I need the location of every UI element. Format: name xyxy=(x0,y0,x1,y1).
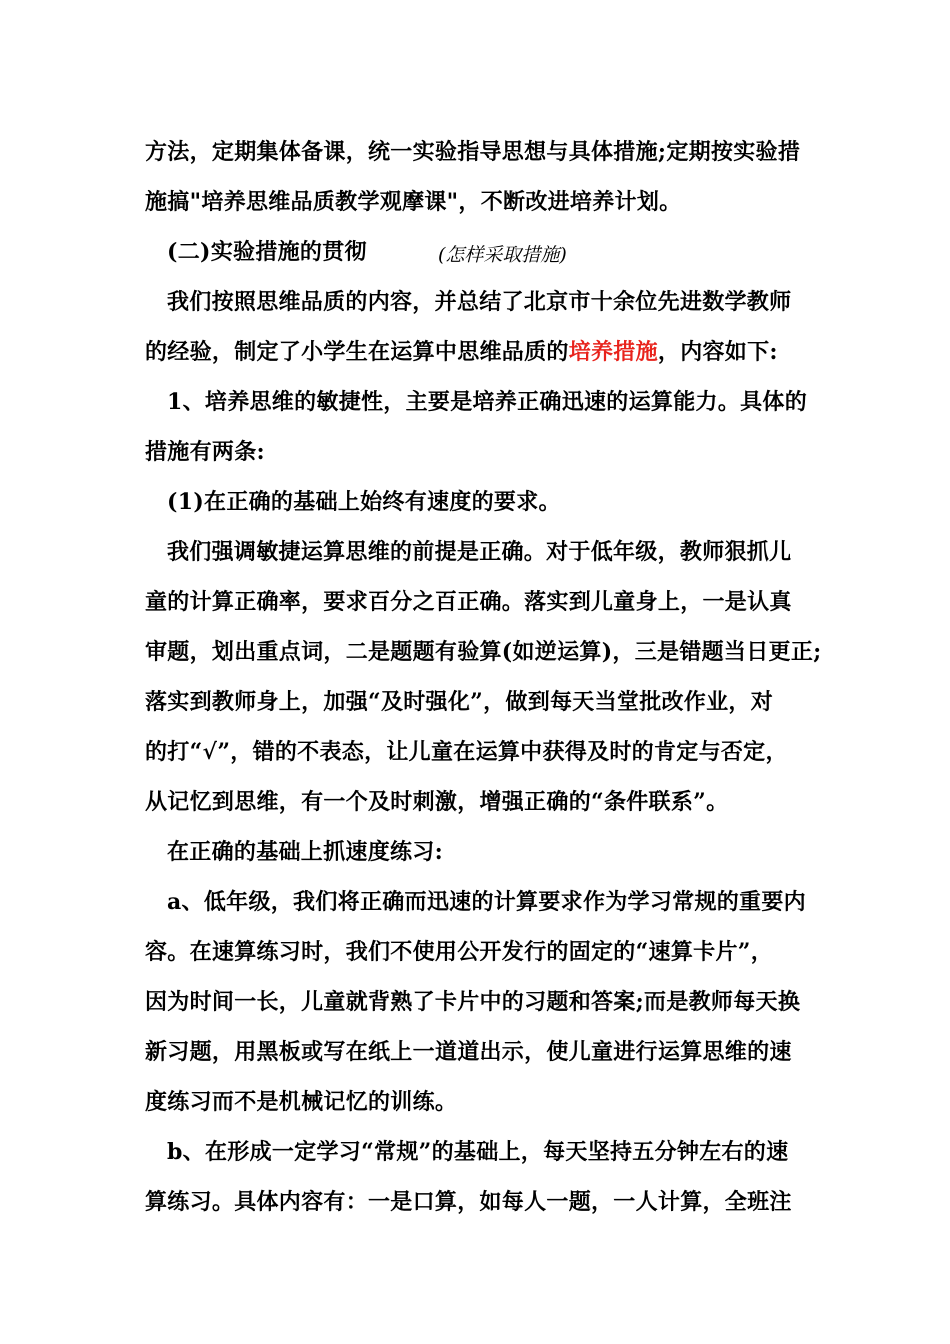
text-segment: ，内容如下: xyxy=(657,339,778,365)
paragraph-line: a、低年级，我们将正确而迅速的计算要求作为学习常规的重要内 xyxy=(167,889,806,915)
section-heading: (二)实验措施的贯彻 xyxy=(167,239,367,265)
subheading-line: (1)在正确的基础上始终有速度的要求。 xyxy=(167,489,561,515)
paragraph-line: 从记忆到思维，有一个及时刺激，增强正确的“条件联系”。 xyxy=(145,789,729,815)
paragraph-line: 措施有两条: xyxy=(145,439,265,465)
paragraph-line: 1、培养思维的敏捷性，主要是培养正确迅速的运算能力。具体的 xyxy=(167,389,808,415)
paragraph-line: 我们强调敏捷运算思维的前提是正确。对于低年级，教师狠抓儿 xyxy=(167,539,792,565)
paragraph-line: 在正确的基础上抓速度练习: xyxy=(167,839,444,865)
paragraph-line: 的打“√”，错的不表态，让儿童在运算中获得及时的肯定与否定， xyxy=(145,739,788,765)
paragraph-line: 审题，划出重点词，二是题题有验算(如逆运算)，三是错题当日更正; xyxy=(145,639,822,665)
section-heading-note: (怎样采取措施) xyxy=(438,244,567,266)
paragraph-line: 我们按照思维品质的内容，并总结了北京市十余位先进数学教师 xyxy=(167,289,792,315)
text-segment: 的经验，制定了小学生在运算中思维品质的 xyxy=(145,339,569,365)
paragraph-line: 落实到教师身上，加强“及时强化”，做到每天当堂批改作业，对 xyxy=(145,689,774,715)
highlighted-text: 培养措施 xyxy=(568,339,658,365)
paragraph-line: b、在形成一定学习“常规”的基础上，每天坚持五分钟左右的速 xyxy=(167,1139,789,1165)
paragraph-line: 容。在速算练习时，我们不使用公开发行的固定的“速算卡片”， xyxy=(145,939,774,965)
paragraph-line xyxy=(145,337,778,367)
paragraph-line: 童的计算正确率，要求百分之百正确。落实到儿童身上，一是认真 xyxy=(145,589,792,615)
paragraph-line: 施搞"培养思维品质教学观摩课"，不断改进培养计划。 xyxy=(145,189,682,215)
paragraph-line: 算练习。具体内容有：一是口算，如每人一题，一人计算，全班注 xyxy=(145,1189,792,1215)
paragraph-line: 因为时间一长，儿童就背熟了卡片中的习题和答案;而是教师每天换 xyxy=(145,989,801,1015)
paragraph-line: 度练习而不是机械记忆的训练。 xyxy=(145,1089,458,1115)
paragraph-line: 方法，定期集体备课，统一实验指导思想与具体措施;定期按实验措 xyxy=(145,139,801,165)
paragraph-line: 新习题，用黑板或写在纸上一道道出示，使儿童进行运算思维的速 xyxy=(145,1039,792,1065)
